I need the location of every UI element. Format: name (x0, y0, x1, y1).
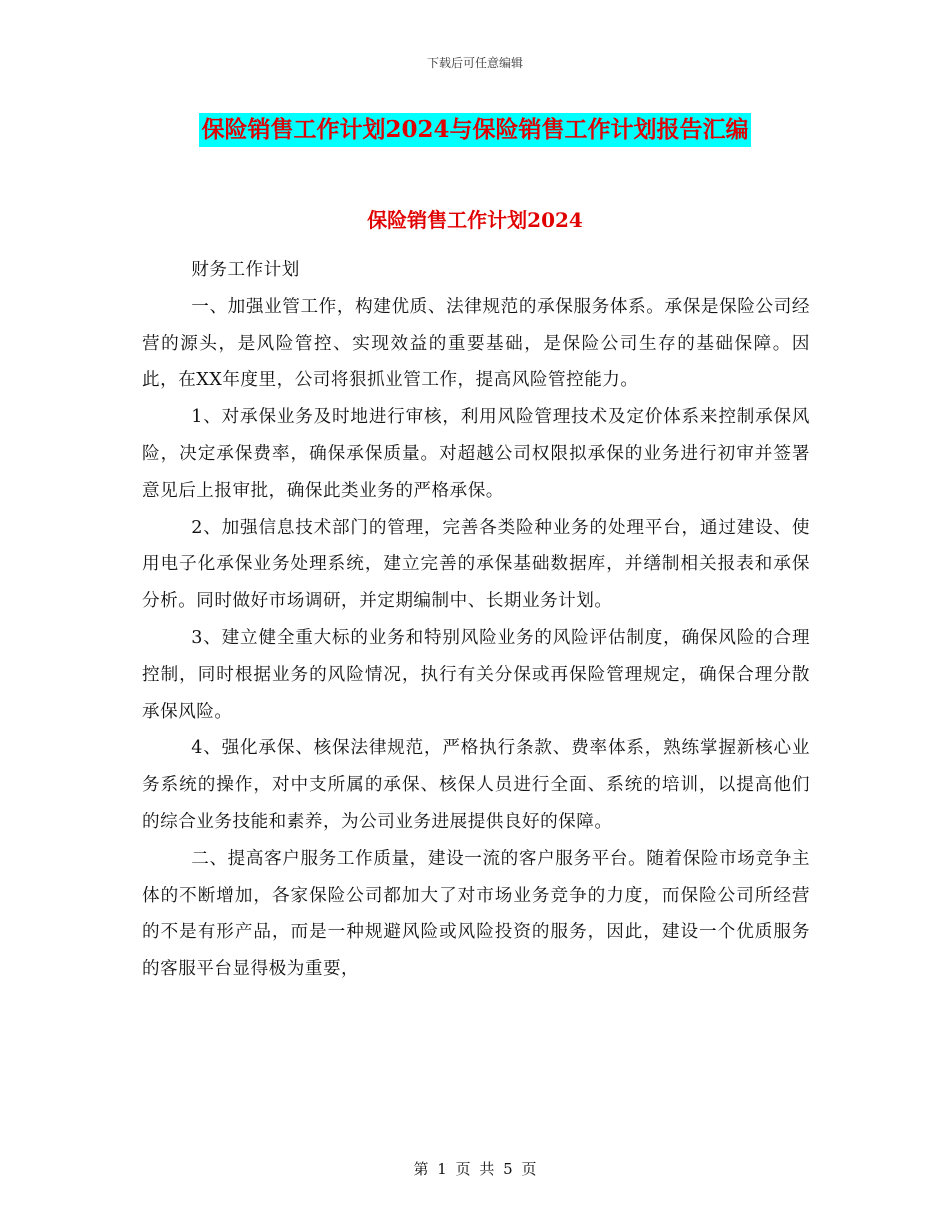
paragraph: 二、提高客户服务工作质量，建设一流的客户服务平台。随着保险市场竞争主体的不断增加，各家保险公司都加大了对市场业务竞争的力度，而保险公司所经营的不是有形产品，而是一种规避风险或风险投资的服务，因此，建设一个优质服务的客服平台显得极为重要， (142, 848, 810, 980)
paragraph: 财务工作计划 (191, 260, 300, 280)
main-title (0, 113, 950, 147)
page-header: 下载后可任意编辑 (426, 56, 523, 70)
paragraph: 一、加强业管工作，构建优质、法律规范的承保服务体系。承保是保险公司经营的源头，是风险管控、实现效益的重要基础，是保险公司生存的基础保障。因此，在XX年度里，公司将狠抓业管工作，提高风险管控能力。 (142, 296, 810, 391)
paragraph: 2、加强信息技术部门的管理，完善各类险种业务的处理平台，通过建设、使用电子化承保业务处理系统，建立完善的承保基础数据库，并缮制相关报表和承保分析。同时做好市场调研，并定期编制中、长期业务计划。 (142, 517, 810, 612)
paragraph: 1、对承保业务及时地进行审核，利用风险管理技术及定价体系来控制承保风险，决定承保费率，确保承保质量。对超越公司权限拟承保的业务进行初审并签署意见后上报审批，确保此类业务的严格承保。 (142, 407, 810, 501)
page-footer: 第 1 页 共 5 页 (413, 1160, 537, 1178)
paragraph: 3、建立健全重大标的业务和特别风险业务的风险评估制度，确保风险的合理控制，同时根据业务的风险情况，执行有关分保或再保险管理规定，确保合理分散承保风险。 (142, 627, 810, 722)
main-title-text: 保险销售工作计划2024与保险销售工作计划报告汇编 (199, 113, 750, 147)
section-title: 保险销售工作计划2024 (367, 208, 583, 232)
paragraph: 4、强化承保、核保法律规范，严格执行条款、费率体系，熟练掌握新核心业务系统的操作，对中支所属的承保、核保人员进行全面、系统的培训，以提高他们的综合业务技能和素养，为公司业务进展提供良好的保障。 (142, 738, 810, 832)
document-body (142, 252, 810, 988)
